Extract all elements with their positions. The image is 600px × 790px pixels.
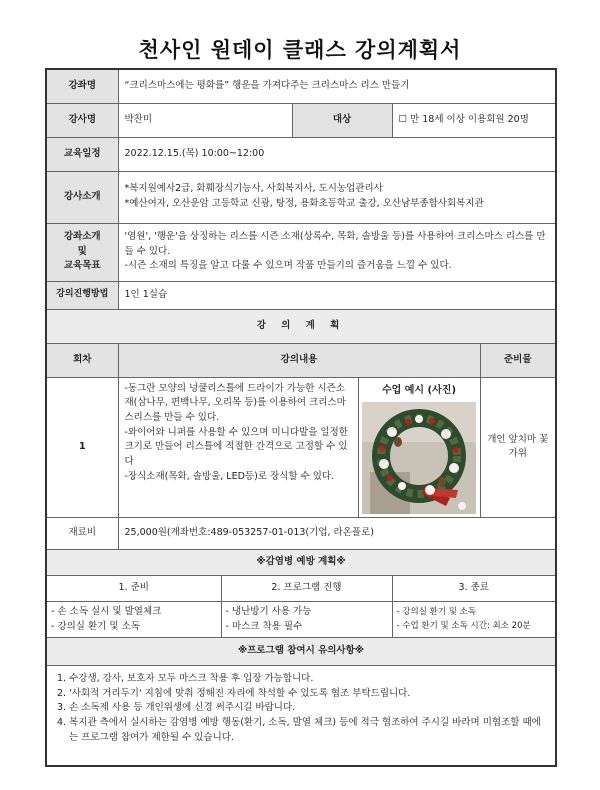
date-row <box>46 137 556 171</box>
prevention-item: - 냉난방기 사용 가능 <box>225 605 312 617</box>
notes-row <box>46 666 556 766</box>
prevention-col-progress: 2. 프로그램 진행 <box>221 576 392 602</box>
instructor-row <box>46 103 556 137</box>
content-header: 강의내용 <box>118 343 480 377</box>
material-value: 25,000원(계좌번호:489-053257-01-013(기업, 라온플로) <box>118 518 556 550</box>
instructor-label: 강사명 <box>46 103 118 137</box>
goal-line: '염원', '행운'을 상징하는 리스를 시즌 소재(상록수, 목화, 솔방울 등)를 사용하여 크리스마스 리스를 만들 수 있다. <box>124 230 546 257</box>
course-value: “크리스마스에는 평화를” 행운을 가져다주는 크리스마스 리스 만들기 <box>118 69 556 103</box>
prevention-item: - 손 소독 실시 및 발열체크 <box>51 605 162 617</box>
plan-section-row <box>46 309 556 343</box>
plan-section-title: 강 의 계 획 <box>46 309 556 343</box>
course-row <box>46 69 556 103</box>
prep-value: 개인 앞치마 꽃가위 <box>480 377 556 518</box>
goal-line: -시즌 소재의 특징을 알고 다룰 수 있으며 작품 만들기의 즐거움을 느낄 수 있다. <box>124 260 452 272</box>
intro-row <box>46 171 556 223</box>
notes-section-row <box>46 638 556 666</box>
lecture-plan-table <box>45 68 557 767</box>
wreath-photo <box>362 402 476 514</box>
method-label: 강의진행방법 <box>46 281 118 309</box>
content-line: -와이어와 니퍼를 사용할 수 있으며 미니다발을 일정한 크기로 만들어 리스틀에 적절한 간격으로 고정할 수 있다 <box>124 426 348 468</box>
note-item: 1. 수강생, 강사, 보호자 모두 마스크 착용 후 입장 가능합니다. <box>57 673 314 684</box>
intro-value <box>118 171 556 223</box>
prevention-section-title: ※감염병 예방 계획※ <box>46 550 556 576</box>
prevention-col-prepare: 1. 준비 <box>46 576 221 602</box>
goal-value <box>118 223 556 281</box>
session-header: 회차 <box>46 343 118 377</box>
content-line: -장식소재(목화, 솔방울, LED등)로 장식할 수 있다. <box>124 470 335 482</box>
note-item: 4. 복지관 측에서 실시하는 감염병 예방 행동(환기, 소독, 발열 체크) 등에 적극 협조하여 주시길 바라며 미협조할 때에는 프로그램 참여가 제한될 수 있습니다. <box>57 717 541 743</box>
prevention-items-row <box>46 602 556 638</box>
material-label: 재료비 <box>46 518 118 550</box>
goal-label-line: 강좌소개 <box>63 230 101 242</box>
date-label: 교육일정 <box>46 137 118 171</box>
content-line: -동그란 모양의 넝쿨리스틀에 드라이가 가능한 시즌소재(삼나무, 편백나무, 오리목 등)를 이용하여 크리스마스리스를 만들 수 있다. <box>124 382 346 423</box>
intro-line: *예산여자, 오산운암 고등학교 신광, 탕정, 용화초등학교 출강, 오산남부종합사회복지관 <box>124 198 484 209</box>
session-content <box>118 377 358 518</box>
notes-section-title: ※프로그램 참여시 유의사항※ <box>46 638 556 666</box>
photo-title: 수업 예시 (사진) <box>381 384 457 396</box>
note-item: 3. 손 소독제 사용 등 개인위생에 신경 써주시길 바랍니다. <box>57 702 296 714</box>
prevention-header-row <box>46 576 556 602</box>
prevention-item: - 수업 환기 및 소독 시간: 최소 20분 <box>396 620 531 631</box>
note-item: 2. '사회적 거리두기' 지침에 맞춰 정해진 자리에 착석할 수 있도록 협조 부탁드립니다. <box>57 687 411 699</box>
date-value: 2022.12.15.(목) 10:00~12:00 <box>118 137 556 171</box>
prevention-section-row <box>46 550 556 576</box>
prevention-progress-items <box>221 602 392 638</box>
page-title: 천사인 원데이 클래스 강의계획서 <box>138 38 462 62</box>
intro-line: *복지원예사2급, 화훼장식기능사, 사회복지사, 도시농업관리사 <box>124 183 383 195</box>
prep-header: 준비물 <box>480 343 556 377</box>
prevention-prepare-items <box>46 602 221 638</box>
goal-label-line: 및 <box>77 245 87 257</box>
prevention-item: - 강의실 환기 및 소독 <box>51 620 140 632</box>
target-label: 대상 <box>292 103 392 137</box>
prevention-item: - 강의실 환기 및 소독 <box>396 607 477 618</box>
notes-list <box>46 666 556 766</box>
goal-label-line: 교육목표 <box>63 260 101 272</box>
intro-label: 강사소개 <box>46 171 118 223</box>
session-photo-cell <box>358 377 480 518</box>
method-row <box>46 281 556 309</box>
prevention-item: - 마스크 착용 필수 <box>225 620 303 632</box>
material-row <box>46 518 556 550</box>
plan-header-row <box>46 343 556 377</box>
prevention-col-end: 3. 종료 <box>392 576 556 602</box>
prevention-end-items <box>392 602 556 638</box>
session-row <box>46 377 556 518</box>
course-label: 강좌명 <box>46 69 118 103</box>
target-value: ☐ 만 18세 이상 이용회원 20명 <box>392 103 556 137</box>
method-value: 1인 1실습 <box>118 281 556 309</box>
instructor-value: 박찬미 <box>118 103 292 137</box>
goal-label <box>46 223 118 281</box>
session-number: 1 <box>46 377 118 518</box>
goal-row <box>46 223 556 281</box>
